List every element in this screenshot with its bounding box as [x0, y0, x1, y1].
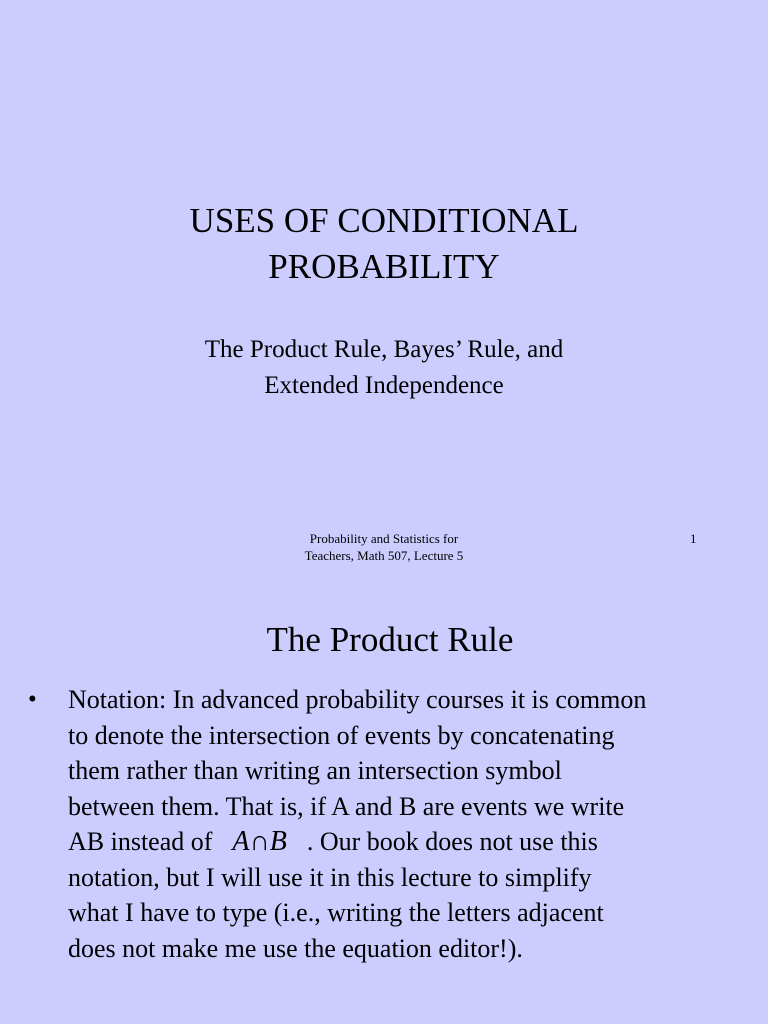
title-line-1: USES OF CONDITIONAL [189, 201, 579, 240]
slide-subtitle [0, 332, 768, 404]
slide-title [0, 198, 768, 290]
footer-line-1: Probability and Statistics for [309, 531, 459, 546]
title-line-2: PROBABILITY [268, 247, 500, 286]
slide-title: The Product Rule [266, 620, 514, 659]
bullet-line-2: to denote the intersection of events by concatenating [68, 720, 615, 750]
slide-2 [0, 576, 768, 1024]
bullet-line-5 [68, 824, 758, 860]
bullet-line-4: between them. That is, if A and B are events we write [68, 791, 625, 821]
bullet-line-6: notation, but I will use it in this lecture to simplify [68, 862, 592, 892]
page-number: 1 [690, 531, 697, 546]
bullet-line-7: what I have to type (i.e., writing the letters adjacent [68, 898, 604, 927]
bullet-line-1: Notation: In advanced probability courses it is common [68, 685, 647, 714]
bullet-icon: • [28, 686, 37, 713]
slide-footer [234, 530, 534, 564]
bullet-line-8: does not make me use the equation editor!). [68, 933, 523, 963]
line5-before: AB instead of [68, 827, 213, 856]
subtitle-line-2: Extended Independence [264, 372, 504, 399]
line5-after: . Our book does not use this [306, 827, 598, 856]
bullet-line-3: them rather than writing an intersection symbol [68, 756, 562, 785]
intersection-math: A∩B [232, 826, 287, 857]
bullet-text [68, 682, 758, 966]
footer-line-2: Teachers, Math 507, Lecture 5 [304, 548, 464, 563]
subtitle-line-1: The Product Rule, Bayes’ Rule, and [204, 336, 564, 363]
